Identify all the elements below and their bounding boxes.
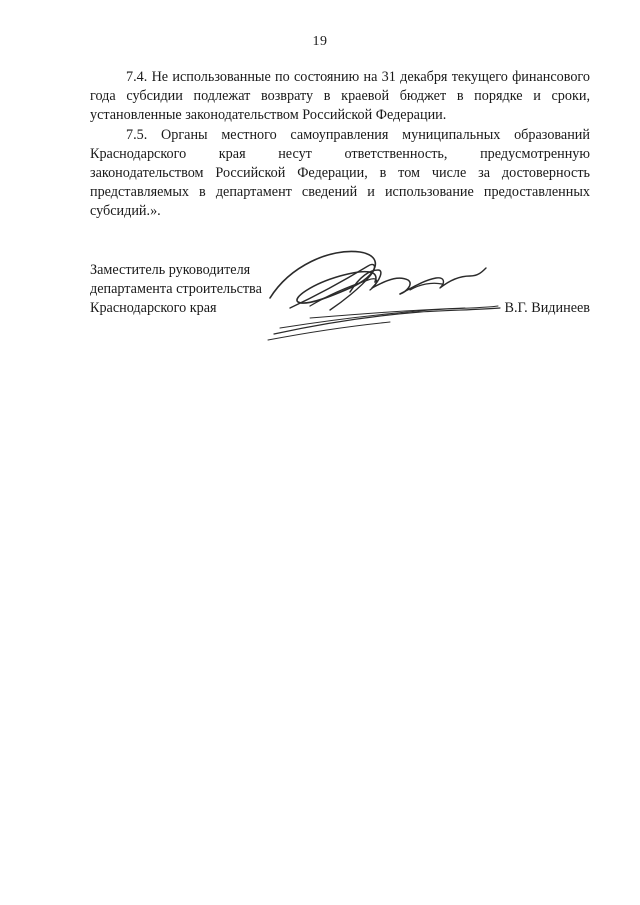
- signer-name: В.Г. Видинеев: [504, 300, 590, 316]
- paragraph-7-5: 7.5. Органы местного самоуправления муниципальных образований Краснодарского края несут ответственность, предусмотренную законодательством Российской Федерации, в том числе за достоверность представляемых в департамент сведений и использование предоставленных субсидий.».: [90, 126, 590, 220]
- page-number: 19: [312, 34, 328, 49]
- paragraph-7-4: 7.4. Не использованные по состоянию на 31 декабря текущего финансового года субсидии подлежат возврату в краевой бюджет в порядке и сроки, установленные законодательством Российской Федерации.: [90, 69, 590, 124]
- signer-position-line-1: Заместитель руководителя: [90, 262, 251, 278]
- signature-block: [90, 261, 590, 319]
- document-body: [90, 68, 590, 222]
- signer-position-line-2: департамента строительства: [90, 281, 262, 298]
- signer-position-line-3: Краснодарского края: [90, 300, 217, 317]
